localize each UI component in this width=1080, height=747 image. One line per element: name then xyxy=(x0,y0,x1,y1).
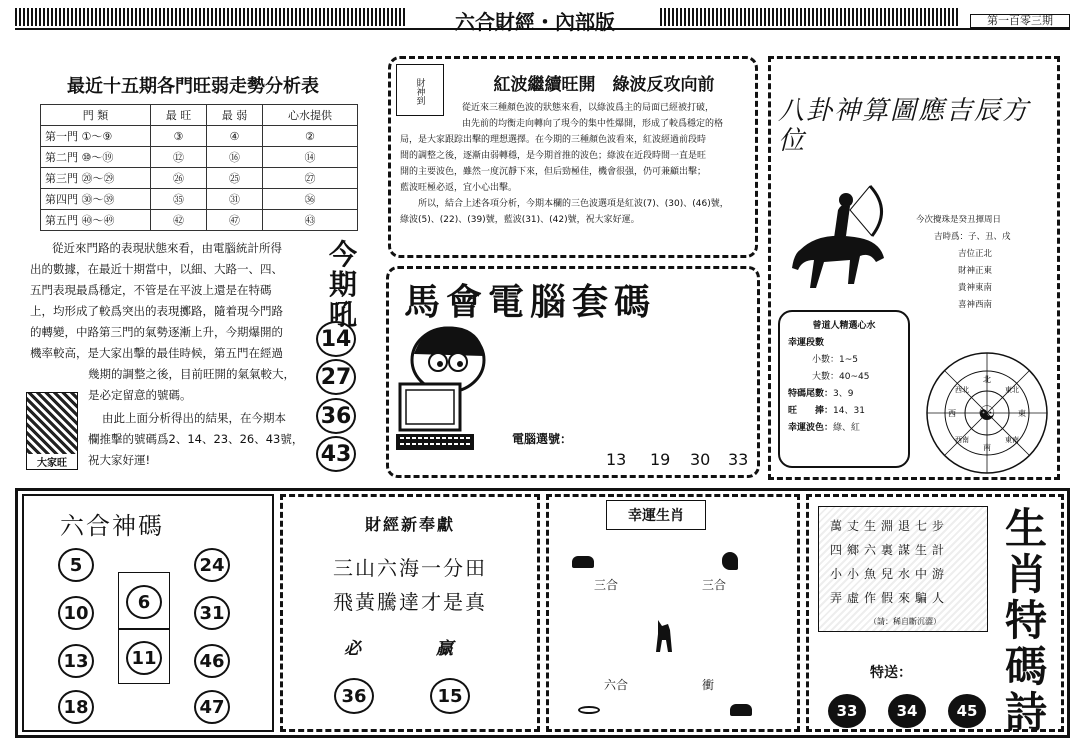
computer-pick-number: 30 xyxy=(690,450,711,469)
bagua-direction-label: 西南 xyxy=(955,436,969,444)
paragraph-line: 五門表現最爲穩定，不管是在平波上還是在特碼 xyxy=(30,283,272,297)
text-line: 藍波旺極必返，宜小心出擊。 xyxy=(400,183,518,193)
gate-cell: 第五門 ㊵～㊾ xyxy=(41,210,151,231)
wave-label: 幸運波色： xyxy=(788,423,834,433)
caijing-ying: 贏 xyxy=(436,639,453,659)
table-row xyxy=(41,210,358,231)
jinqi-number: 14 xyxy=(316,321,356,357)
recommendation-paragraph xyxy=(88,408,318,471)
paragraph-line: 機率較高，是大家出擊的最佳時候，第五門在經過 xyxy=(30,346,283,360)
paragraph-line: 欄推擊的號碼爲2、14、23、26、43號， xyxy=(88,432,304,446)
wave-value: 綠、紅 xyxy=(833,423,861,433)
wave-row xyxy=(788,420,900,437)
fortune-badge: 大家旺 xyxy=(27,454,77,469)
monitor-screen xyxy=(406,390,454,424)
tail-value: 3、9 xyxy=(833,389,854,399)
bagua-calligraphy-title: 八卦神算圖應吉辰方位 xyxy=(778,96,1031,156)
tail-label: 特碼尾數： xyxy=(788,389,834,399)
bagua-direction-label: 西 xyxy=(948,409,956,418)
rider xyxy=(834,205,850,238)
shenma-number: 47 xyxy=(194,690,230,724)
poem-note: （請：稀自斷沉澀） xyxy=(869,617,941,626)
paragraph-line: 上，均形成了較爲突出的表現擲路，隨着現今門路 xyxy=(30,304,283,318)
caijing-bi: 必 xyxy=(344,639,361,659)
paragraph-line: 幾期的調整之後，目前旺開的氣氣較大， xyxy=(88,367,295,381)
poem-line: 四鄉六裏謀生計 xyxy=(830,543,950,557)
jinqi-number: 36 xyxy=(316,398,356,434)
rider-head xyxy=(839,193,853,207)
computer-character-illustration xyxy=(396,318,516,458)
gate-analysis-table xyxy=(40,104,358,231)
draw-info xyxy=(916,212,1056,314)
bow xyxy=(870,186,882,236)
worst-cell: ⑯ xyxy=(206,147,262,168)
poem-title: 生肖特碼詩 xyxy=(1004,504,1047,737)
wang-value: 14、31 xyxy=(833,406,865,416)
worst-cell: ㉛ xyxy=(206,189,262,210)
text-line: 綠波(5)、(22)、(39)號，藍波(31)、(42)號，祝大家好運。 xyxy=(400,215,640,225)
table-row xyxy=(41,147,358,168)
draw-info-line: 吉位正北 xyxy=(958,249,993,259)
wang-label: 旺 捧： xyxy=(788,406,834,416)
bagua-diagram xyxy=(924,350,1050,476)
shenma-number: 24 xyxy=(194,548,230,582)
tip-cell: ⑭ xyxy=(262,147,357,168)
issue-number: 第一百零三期 xyxy=(970,14,1070,28)
bagua-direction-label: 南 xyxy=(983,443,991,452)
tips-title: 曾道人精選心水 xyxy=(812,321,876,331)
draw-info-line: 貴神東南 xyxy=(958,283,993,293)
seal-text: 財神到 xyxy=(414,77,425,105)
text-line: 開的主要波色，雖然一度沉靜下來，但后勁極佳，機會很强，仍可兼顧出擊； xyxy=(400,167,707,177)
gate-cell: 第二門 ⑩～⑲ xyxy=(41,147,151,168)
col-header-tip: 心水提供 xyxy=(262,105,357,126)
poem-line: 弄虛作假來騙人 xyxy=(830,591,950,605)
bagua-direction-label: 北 xyxy=(983,375,991,384)
bagua-center-icon: ☯ xyxy=(978,401,996,425)
gate-cell: 第三門 ⑳～㉙ xyxy=(41,168,151,189)
table-row xyxy=(41,189,358,210)
best-cell: ㉟ xyxy=(151,189,207,210)
col-header-worst: 最 弱 xyxy=(206,105,262,126)
tip-cell: ㊱ xyxy=(262,189,357,210)
bagua-direction-label: 東 xyxy=(1018,409,1026,418)
table-header-row xyxy=(41,105,358,126)
text-line: 從近來三種顏色波的狀態來看，以綠波爲主的局面已經被打破， xyxy=(462,103,715,113)
keyboard xyxy=(396,434,474,450)
poem-line: 小小魚兒水中游 xyxy=(830,567,950,581)
bow-string xyxy=(850,186,872,236)
analysis-title: 最近十五期各門旺弱走勢分析表 xyxy=(67,76,319,97)
caijing-title: 財經新奉獻 xyxy=(364,515,455,534)
best-cell: ⑫ xyxy=(151,147,207,168)
horse-body xyxy=(792,236,884,288)
gate-analysis-paragraph xyxy=(30,238,318,406)
text-line: 局，是大家跟踪出擊的理想選擇。在今期的三種顏色波看來，紅波經過前段時 xyxy=(400,135,707,145)
computer-set-title: 馬會電腦套碼 xyxy=(404,281,657,323)
bagua-direction-label: 東南 xyxy=(1005,436,1019,444)
tail-row xyxy=(788,386,900,403)
best-cell: ㊷ xyxy=(151,210,207,231)
computer-pick-number: 33 xyxy=(728,450,749,469)
sanhe-label: 三合 xyxy=(594,578,619,592)
worst-cell: ㉕ xyxy=(206,168,262,189)
character-hair xyxy=(414,326,484,356)
character-pupil xyxy=(457,361,463,367)
shenma-number: 6 xyxy=(126,585,162,619)
color-wave-title: 紅波繼續旺開 綠波反攻向前 xyxy=(493,75,715,95)
gate-cell: 第一門 ①～⑨ xyxy=(41,126,151,147)
shenma-number: 18 xyxy=(58,690,94,724)
col-header-gate: 門 類 xyxy=(41,105,151,126)
character-pupil xyxy=(437,361,443,367)
paragraph-line: 祝大家好運! xyxy=(88,453,151,467)
computer-pick-number: 19 xyxy=(650,450,671,469)
rooster-icon xyxy=(722,552,738,570)
worst-cell: ㊼ xyxy=(206,210,262,231)
caijing-number: 15 xyxy=(430,678,470,714)
special-number: 34 xyxy=(888,694,926,728)
wang-row xyxy=(788,403,900,420)
special-label: 特送： xyxy=(870,665,912,681)
tips-box xyxy=(778,310,910,468)
chong-label: 衝 xyxy=(702,678,715,692)
jinqi-number: 27 xyxy=(316,359,356,395)
ox-icon xyxy=(572,556,594,568)
lucky-segment-label: 幸運段數 xyxy=(788,338,825,348)
small-number-range: 小數：1~5 xyxy=(812,355,858,365)
col-header-best: 最 旺 xyxy=(151,105,207,126)
color-wave-text xyxy=(400,100,752,228)
liuhe-label: 六合 xyxy=(604,678,629,692)
header-hatch-left xyxy=(15,8,405,26)
gate-cell: 第四門 ㉚～㊴ xyxy=(41,189,151,210)
poem-line: 萬丈生淵退七步 xyxy=(830,519,950,533)
paragraph-line: 是必定留意的號碼。 xyxy=(88,388,192,402)
paragraph-line: 出的數據，在最近十期當中，以細、大路一、四、 xyxy=(30,262,283,276)
shenma-number: 46 xyxy=(194,644,230,678)
shenma-number: 11 xyxy=(126,641,162,675)
sanhe-label: 三合 xyxy=(702,578,727,592)
draw-info-line: 喜神西南 xyxy=(958,300,993,310)
caijing-number: 36 xyxy=(334,678,374,714)
bagua-direction-label: 東北 xyxy=(1005,386,1019,394)
shenma-number: 31 xyxy=(194,596,230,630)
tip-cell: ② xyxy=(262,126,357,147)
draw-info-line: 吉時爲：子、丑、戌 xyxy=(934,232,1011,242)
shenma-number: 13 xyxy=(58,644,94,678)
best-cell: ㉖ xyxy=(151,168,207,189)
special-number: 45 xyxy=(948,694,986,728)
shenma-center-divider xyxy=(119,628,169,630)
header-hatch-right xyxy=(660,8,960,26)
draw-info-line: 今次攪珠是癸丑揮周日 xyxy=(916,215,1002,225)
jinqi-number: 43 xyxy=(316,436,356,472)
worst-cell: ④ xyxy=(206,126,262,147)
computer-pick-number: 13 xyxy=(606,450,627,469)
paragraph-line: 的轉變，中路第三門的氣勢逐漸上升，今期爆開的 xyxy=(30,325,283,339)
shengxiao-title: 幸運生肖 xyxy=(606,500,706,530)
shenma-number: 5 xyxy=(58,548,94,582)
dog-icon xyxy=(650,616,680,656)
best-cell: ③ xyxy=(151,126,207,147)
big-number-range: 大數：40~45 xyxy=(812,372,870,382)
table-row xyxy=(41,168,358,189)
jinqi-label: 今期吼 xyxy=(328,238,357,331)
masthead: 六合財經・內部版 xyxy=(455,10,615,34)
archer-horseman-illustration xyxy=(780,180,900,300)
cow-icon xyxy=(730,704,752,716)
snake-icon xyxy=(578,706,600,714)
caijing-verse-line: 三山六海一分田 xyxy=(333,556,487,580)
caijing-verse-line: 飛黃騰達才是真 xyxy=(333,590,487,614)
bagua-direction-label: 西北 xyxy=(955,386,969,394)
tip-cell: ㊸ xyxy=(262,210,357,231)
shenma-number: 10 xyxy=(58,596,94,630)
poem-text xyxy=(830,514,980,610)
tip-cell: ㉗ xyxy=(262,168,357,189)
shenma-title: 六合神碼 xyxy=(60,512,164,540)
text-line: 由先前的均衡走向轉向了現今的集中性爆開，形成了較爲穩定的格 xyxy=(462,119,724,129)
paragraph-line: 從近來門路的表現狀態來看，由電腦統計所得 xyxy=(52,241,282,255)
text-line: 間的調整之後，逐漸由弱轉穩，是今期首推的波色；綠波在近段時間一直是旺 xyxy=(400,151,707,161)
table-row xyxy=(41,126,358,147)
paragraph-line: 由此上面分析得出的結果，在今期本 xyxy=(102,411,286,425)
fortune-god-figure xyxy=(26,392,78,470)
draw-info-line: 財神正東 xyxy=(958,266,993,276)
computer-pick-caption: 電腦選號： xyxy=(512,432,573,446)
special-number: 33 xyxy=(828,694,866,728)
text-line: 所以，結合上述各項分析，今期本欄的三色波選項是紅波(7)、(30)、(46)號， xyxy=(418,199,729,209)
